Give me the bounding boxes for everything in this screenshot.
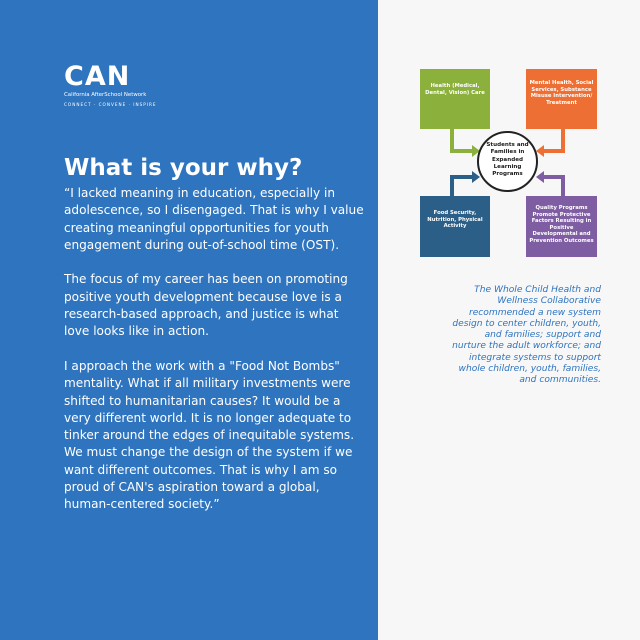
quote-paragraph-1: “I lacked meaning in education, especially in adolescence, so I disengaged. That is why I value creating meaningful opportunities for youth engagement during out-of-school time (OST). xyxy=(64,186,364,252)
diagram-caption: The Whole Child Health and Wellness Collaborative recommended a new system design to center children, youth, and families; support and nurture the adult workforce; and integrate systems to support whole children, youth, families, and communities. xyxy=(452,285,601,386)
logo-mark: CAN xyxy=(64,61,131,92)
diagram-box-mental-health xyxy=(526,69,597,129)
can-logo xyxy=(64,63,157,108)
logo-subtitle: California AfterSchool Network xyxy=(64,92,147,98)
diagram-box-food-security-label: Food Security, Nutrition, Physical Activity xyxy=(427,210,483,230)
diagram-center-circle xyxy=(477,131,538,192)
diagram-box-quality-programs-label: Quality Programs Promote Protective Factors Resulting in Positive Developmental and Prevention Outcomes xyxy=(529,205,594,244)
diagram-box-health-care xyxy=(420,69,490,129)
page-title: What is your why? xyxy=(64,155,303,181)
diagram-box-food-security xyxy=(420,196,490,257)
quote-paragraph-2: The focus of my career has been on promoting positive youth development because love is a research-based approach, and justice is what love looks like in action. xyxy=(64,272,348,339)
diagram-box-health-care-label: Health (Medical, Dental, Vision) Care xyxy=(425,83,485,96)
diagram-box-mental-health-label: Mental Health, Social Services, Substance Misuse Intervention/ Treatment xyxy=(529,80,594,106)
whole-child-diagram xyxy=(420,69,598,259)
diagram-center-label: Students and Families in Expanded Learning Programs xyxy=(486,142,529,178)
logo-tagline: CONNECT · CONVENE · INSPIRE xyxy=(64,102,157,107)
quote-text xyxy=(64,185,364,531)
quote-paragraph-3: I approach the work with a "Food Not Bombs" mentality. What if all military investments were shifted to humanitarian causes? It would be a very different world. It is no longer adequate to tinker around the edges of inequitable systems. We must change the design of the system if we want different outcomes. That is why I am so proud of CAN's aspiration toward a global, human-centered society.” xyxy=(64,358,355,512)
diagram-box-quality-programs xyxy=(526,196,597,257)
